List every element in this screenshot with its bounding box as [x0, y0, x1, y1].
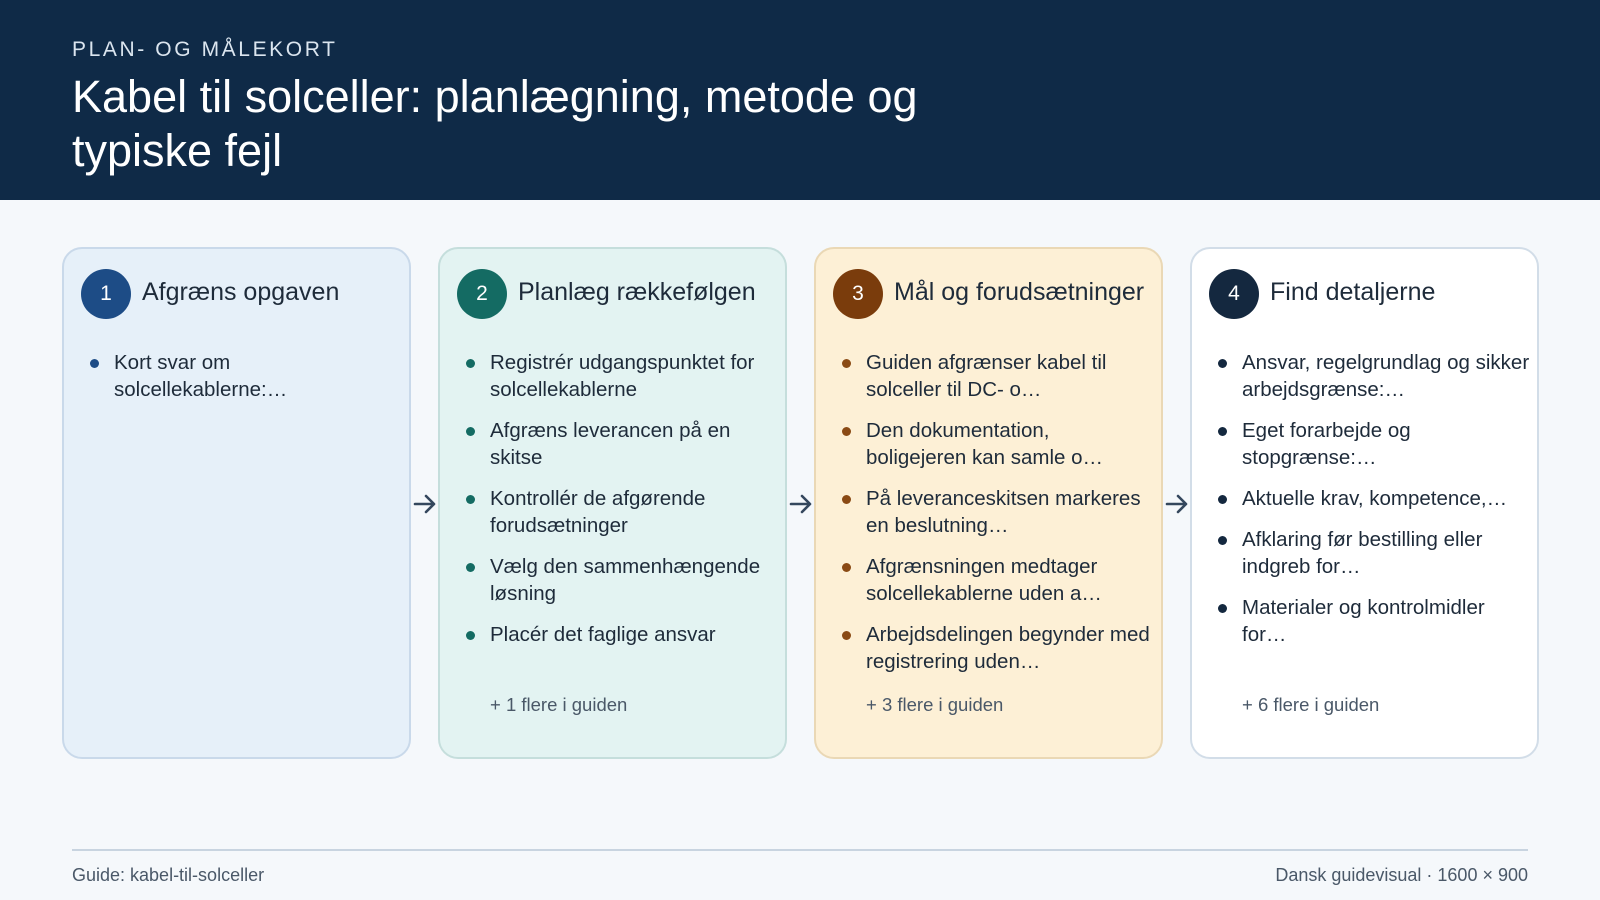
bullet-item: [466, 553, 778, 607]
footer-format-label: Dansk guidevisual · 1600 × 900: [1275, 865, 1528, 885]
bullet-list: [842, 349, 1154, 689]
bullet-dot-icon: [466, 359, 475, 368]
footer-guide-label: Guide: kabel-til-solceller: [72, 865, 265, 885]
bullet-text: Materialer og kontrolmidler for…: [1242, 596, 1485, 646]
bullet-text: Den dokumentation, boligejeren kan samle o…: [866, 419, 1104, 469]
bullet-list: [466, 349, 778, 662]
bullet-text: Afklaring før bestilling eller indgreb for…: [1242, 528, 1483, 578]
bullet-item: [842, 553, 1154, 607]
bullet-dot-icon: [1218, 604, 1227, 613]
more-in-guide-link[interactable]: + 6 flere i guiden: [1242, 694, 1380, 715]
bullet-item: [842, 349, 1154, 403]
page-title: Kabel til solceller: planlægning, metode og typiske fejl: [72, 71, 918, 176]
bullet-text: På leveranceskitsen markeres en beslutning…: [866, 487, 1141, 537]
footer-divider: [72, 849, 1528, 851]
bullet-item: [466, 417, 778, 471]
arrow-right-icon: [1164, 491, 1190, 517]
bullet-item: [90, 349, 402, 403]
bullet-text: Afgrænsningen medtager solcellekablerne uden a…: [866, 555, 1102, 605]
bullet-text: Placér det faglige ansvar: [490, 623, 716, 646]
step-number-badge: 1: [81, 269, 131, 319]
bullet-item: [1218, 526, 1530, 580]
bullet-item: [842, 621, 1154, 675]
bullet-item: [466, 621, 778, 648]
bullet-dot-icon: [842, 359, 851, 368]
bullet-item: [842, 485, 1154, 539]
bullet-text: Ansvar, regelgrundlag og sikker arbejdsgrænse:…: [1242, 351, 1530, 401]
bullet-item: [1218, 594, 1530, 648]
bullet-text: Aktuelle krav, kompetence,…: [1242, 487, 1508, 510]
bullet-dot-icon: [842, 495, 851, 504]
step-title: Afgræns opgaven: [142, 278, 340, 306]
bullet-dot-icon: [466, 427, 475, 436]
bullet-dot-icon: [1218, 536, 1227, 545]
bullet-dot-icon: [1218, 427, 1227, 436]
bullet-item: [842, 417, 1154, 471]
step-card-3: [814, 247, 1163, 759]
arrow-right-icon: [412, 491, 438, 517]
bullet-dot-icon: [842, 631, 851, 640]
bullet-dot-icon: [90, 359, 99, 368]
step-card-2: [438, 247, 787, 759]
bullet-dot-icon: [842, 563, 851, 572]
bullet-text: Kort svar om solcellekablerne:…: [114, 351, 288, 401]
step-number-badge: 4: [1209, 269, 1259, 319]
bullet-list: [90, 349, 402, 417]
step-title: Find detaljerne: [1270, 278, 1436, 306]
bullet-list: [1218, 349, 1530, 662]
header-banner: [0, 0, 1600, 200]
step-title: Mål og forudsætninger: [894, 278, 1145, 306]
step-card-4: [1190, 247, 1539, 759]
bullet-text: Eget forarbejde og stopgrænse:…: [1242, 419, 1411, 469]
bullet-item: [466, 485, 778, 539]
more-in-guide-link[interactable]: + 3 flere i guiden: [866, 694, 1004, 715]
header-kicker: PLAN- OG MÅLEKORT: [72, 38, 338, 61]
bullet-dot-icon: [466, 631, 475, 640]
step-title: Planlæg rækkefølgen: [518, 278, 756, 306]
bullet-item: [466, 349, 778, 403]
bullet-text: Afgræns leverancen på en skitse: [490, 419, 731, 469]
bullet-dot-icon: [1218, 495, 1227, 504]
more-in-guide-link[interactable]: + 1 flere i guiden: [490, 694, 628, 715]
bullet-item: [1218, 485, 1530, 512]
bullet-dot-icon: [842, 427, 851, 436]
step-number-badge: 3: [833, 269, 883, 319]
step-card-1: [62, 247, 411, 759]
arrow-right-icon: [788, 491, 814, 517]
bullet-dot-icon: [466, 495, 475, 504]
bullet-dot-icon: [1218, 359, 1227, 368]
bullet-item: [1218, 349, 1530, 403]
step-number-badge: 2: [457, 269, 507, 319]
bullet-text: Kontrollér de afgørende forudsætninger: [490, 487, 706, 537]
bullet-dot-icon: [466, 563, 475, 572]
bullet-text: Vælg den sammenhængende løsning: [490, 555, 761, 605]
bullet-text: Arbejdsdelingen begynder med registrering uden…: [866, 623, 1150, 673]
bullet-text: Guiden afgrænser kabel til solceller til DC- o…: [866, 351, 1107, 401]
bullet-item: [1218, 417, 1530, 471]
bullet-text: Registrér udgangspunktet for solcellekablerne: [490, 351, 755, 401]
